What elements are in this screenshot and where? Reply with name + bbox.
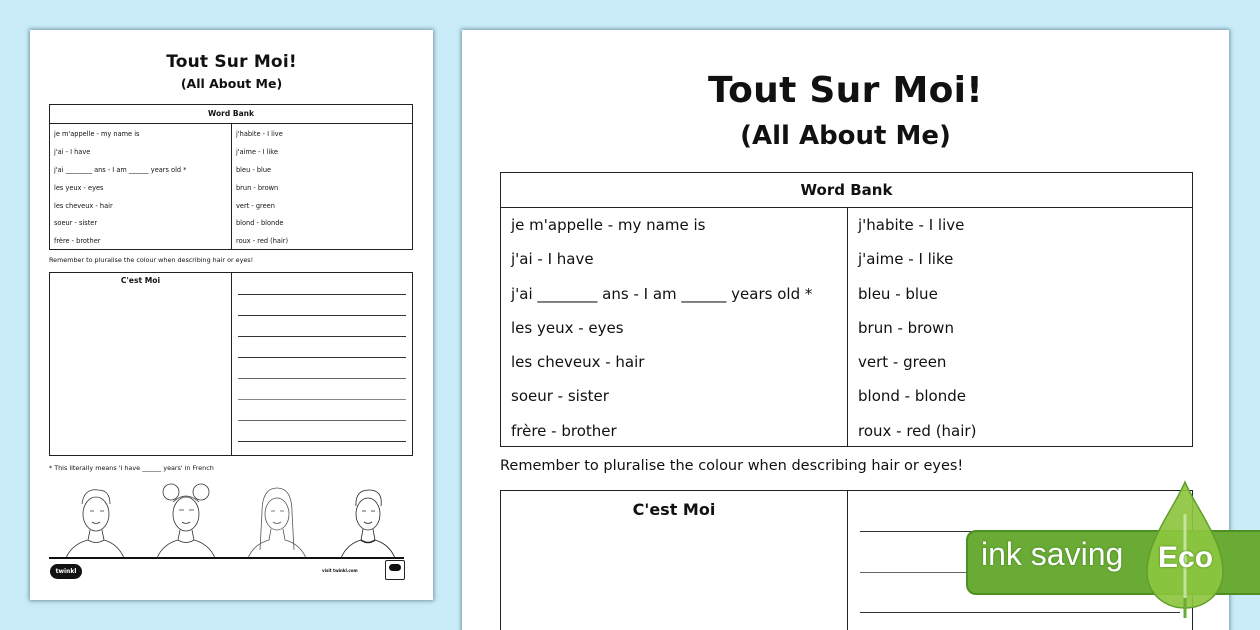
twinkl-logo: twinkl [50, 564, 82, 579]
thumbnail-cest-moi-label: C'est Moi [120, 276, 161, 285]
eco-label: Eco [1158, 541, 1214, 574]
word-bank-entry: frère - brother [54, 237, 101, 246]
word-bank-entry: roux - red (hair) [858, 421, 977, 440]
word-bank-entry: j'ai ________ ans - I am ______ years old * [54, 165, 187, 174]
quality-badge-icon [385, 560, 405, 580]
girl-plaits-illustration-icon [244, 482, 310, 558]
word-bank-entry: les cheveux - hair [54, 201, 113, 210]
word-bank-entry: je m'appelle - my name is [511, 216, 706, 234]
word-bank-entry: les cheveux - hair [511, 353, 645, 372]
writing-line [238, 399, 406, 400]
word-bank-entry: vert - green [236, 201, 275, 210]
word-bank-entry: blond - blonde [236, 219, 284, 228]
word-bank-entry: j'habite - I live [236, 130, 283, 138]
thumbnail-title: Tout Sur Moi! [166, 52, 297, 72]
word-bank-entry: soeur - sister [54, 219, 98, 228]
word-bank-entry: bleu - blue [858, 284, 938, 303]
drawing-area [501, 491, 848, 630]
word-bank-entry: je m'appelle - my name is [54, 130, 140, 138]
boy-short-hair-illustration-icon [335, 482, 401, 558]
word-bank-entry: j'ai - I have [511, 250, 594, 269]
reminder-text: Remember to pluralise the colour when describing hair or eyes! [500, 458, 964, 474]
thumbnail-word-bank-right-column [232, 124, 412, 249]
word-bank-entry: j'habite - I live [858, 216, 965, 234]
thumbnail-subtitle: (All About Me) [180, 76, 283, 91]
word-bank-entry: frère - brother [511, 421, 617, 440]
children-illustrations [49, 478, 413, 558]
thumbnail-writing-lines [232, 273, 412, 455]
writing-line [238, 441, 406, 442]
word-bank-heading: Word Bank [501, 173, 1192, 208]
boy-face-illustration-icon [62, 482, 128, 558]
thumbnail-word-bank-table [49, 104, 413, 250]
word-bank-entry: bleu - blue [236, 165, 272, 174]
thumbnail-page-preview[interactable] [30, 30, 433, 600]
writing-line [238, 294, 406, 295]
page-subtitle: (All About Me) [740, 121, 951, 151]
girl-buns-illustration-icon [153, 482, 219, 558]
thumbnail-word-bank-left-column [50, 124, 232, 249]
word-bank-entry: les yeux - eyes [54, 183, 104, 192]
writing-line [238, 420, 406, 421]
ink-saving-label: ink saving [981, 536, 1124, 572]
writing-line [238, 336, 406, 337]
word-bank-right-column [848, 208, 1192, 446]
thumbnail-drawing-area [50, 273, 232, 455]
writing-line [860, 612, 1180, 613]
thumbnail-reminder-text: Remember to pluralise the colour when describing hair or eyes! [49, 256, 254, 264]
cest-moi-label: C'est Moi [632, 500, 716, 519]
word-bank-entry: vert - green [858, 353, 947, 372]
word-bank-entry: blond - blonde [858, 387, 966, 406]
visit-site-text: visit twinkl.com [322, 568, 358, 573]
word-bank-entry: j'aime - I like [236, 147, 278, 156]
word-bank-entry: j'aime - I like [858, 250, 954, 269]
writing-line [238, 357, 406, 358]
footer-divider [49, 557, 404, 559]
thumbnail-cest-moi-box [49, 272, 413, 456]
word-bank-entry: j'ai ________ ans - I am ______ years old * [511, 284, 813, 303]
word-bank-entry: brun - brown [236, 183, 279, 192]
word-bank-entry: brun - brown [858, 318, 954, 337]
word-bank-table [500, 172, 1193, 447]
writing-line [238, 315, 406, 316]
thumbnail-word-bank-heading: Word Bank [50, 105, 412, 124]
word-bank-entry: j'ai - I have [54, 147, 91, 156]
word-bank-entry: roux - red (hair) [236, 237, 289, 246]
page-title: Tout Sur Moi! [708, 70, 983, 111]
word-bank-entry: soeur - sister [511, 387, 609, 406]
thumbnail-footnote: * This literally means 'I have ______ years' in French [49, 464, 214, 472]
word-bank-entry: les yeux - eyes [511, 318, 624, 337]
writing-line [238, 378, 406, 379]
word-bank-left-column [501, 208, 848, 446]
